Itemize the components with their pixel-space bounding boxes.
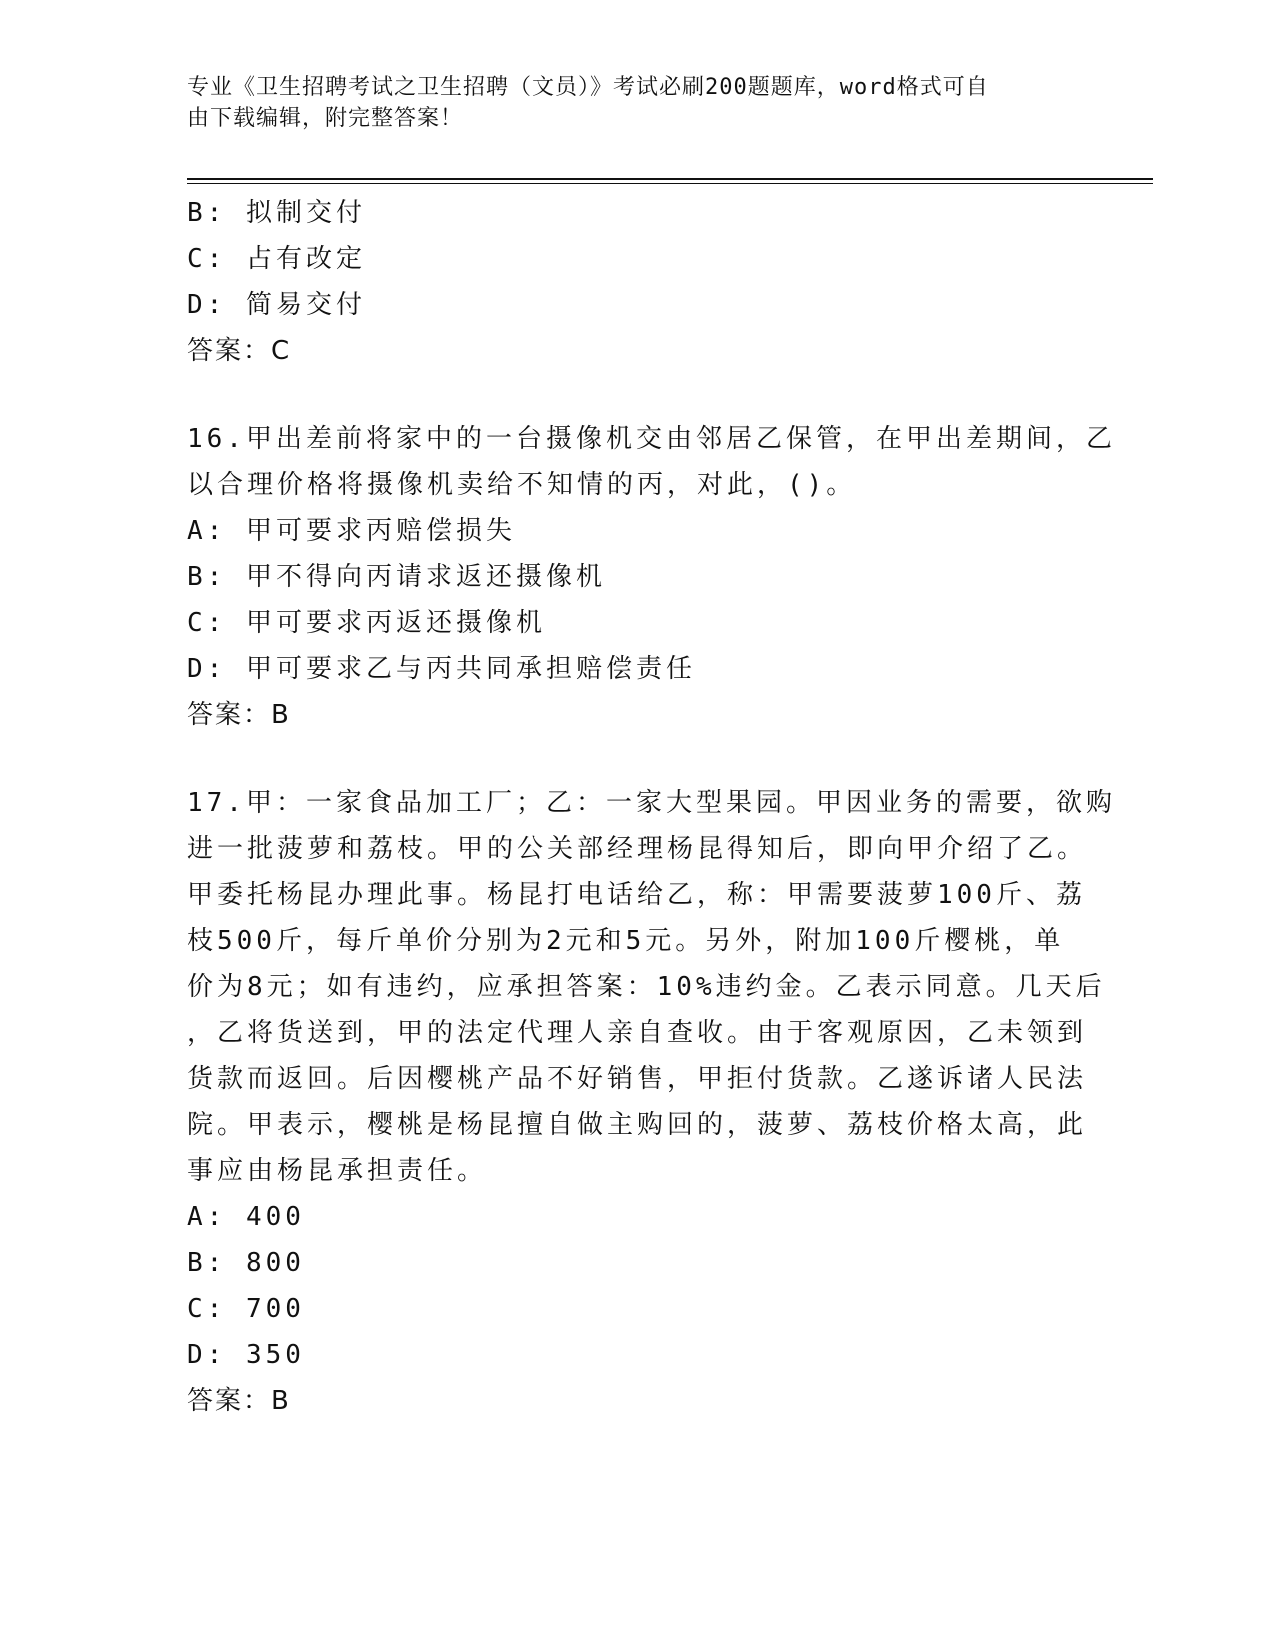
option-c: C: 700 xyxy=(187,1294,305,1324)
question-text-line: 价为8元；如有违约，应承担答案：10%违约金。乙表示同意。几天后 xyxy=(187,972,1106,1002)
option-d: D: 350 xyxy=(187,1340,305,1370)
answer-line: 答案：C xyxy=(187,336,292,366)
question-text-line: 货款而返回。后因樱桃产品不好销售，甲拒付货款。乙遂诉诸人民法 xyxy=(187,1064,1088,1094)
option-d: D: 甲可要求乙与丙共同承担赔偿责任 xyxy=(187,654,696,684)
option-b: B: 甲不得向丙请求返还摄像机 xyxy=(187,562,606,592)
question-text-line: 以合理价格将摄像机卖给不知情的丙，对此，()。 xyxy=(187,470,857,500)
question-text-line: 事应由杨昆承担责任。 xyxy=(187,1156,488,1186)
document-body xyxy=(187,190,1116,1424)
question-text-line: 进一批菠萝和荔枝。甲的公关部经理杨昆得知后，即向甲介绍了乙。 xyxy=(187,834,1088,864)
answer-line: 答案：B xyxy=(187,700,291,730)
option-b: B: 800 xyxy=(187,1248,305,1278)
option-b: B: 拟制交付 xyxy=(187,198,366,228)
question-text-line: 院。甲表示，樱桃是杨昆擅自做主购回的，菠萝、荔枝价格太高，此 xyxy=(187,1110,1088,1140)
spacer xyxy=(187,374,1067,416)
question-text-line: 甲委托杨昆办理此事。杨昆打电话给乙，称：甲需要菠萝100斤、荔 xyxy=(187,880,1086,910)
spacer xyxy=(187,738,1067,780)
question-text-line: 17.甲：一家食品加工厂；乙：一家大型果园。甲因业务的需要，欲购 xyxy=(187,788,1116,818)
option-a: A: 甲可要求丙赔偿损失 xyxy=(187,516,516,546)
option-d: D: 简易交付 xyxy=(187,290,366,320)
option-c: C: 占有改定 xyxy=(187,244,366,274)
question-16 xyxy=(187,416,1116,738)
option-a: A: 400 xyxy=(187,1202,305,1232)
header-divider-thin xyxy=(187,183,1153,184)
question-17 xyxy=(187,780,1116,1424)
option-c: C: 甲可要求丙返还摄像机 xyxy=(187,608,546,638)
header-divider-thick xyxy=(187,178,1153,180)
question-15-tail xyxy=(187,190,1067,374)
question-text-line: 枝500斤，每斤单价分别为2元和5元。另外，附加100斤樱桃，单 xyxy=(187,926,1065,956)
answer-line: 答案：B xyxy=(187,1386,291,1416)
question-text-line: 16.甲出差前将家中的一台摄像机交由邻居乙保管，在甲出差期间，乙 xyxy=(187,424,1116,454)
document-header xyxy=(187,72,1067,134)
header-line-2: 由下载编辑，附完整答案！ xyxy=(187,106,464,131)
header-line-1: 专业《卫生招聘考试之卫生招聘（文员）》考试必刷200题题库，word格式可自 xyxy=(187,75,989,100)
question-text-line: ，乙将货送到，甲的法定代理人亲自查收。由于客观原因，乙未领到 xyxy=(187,1018,1088,1048)
